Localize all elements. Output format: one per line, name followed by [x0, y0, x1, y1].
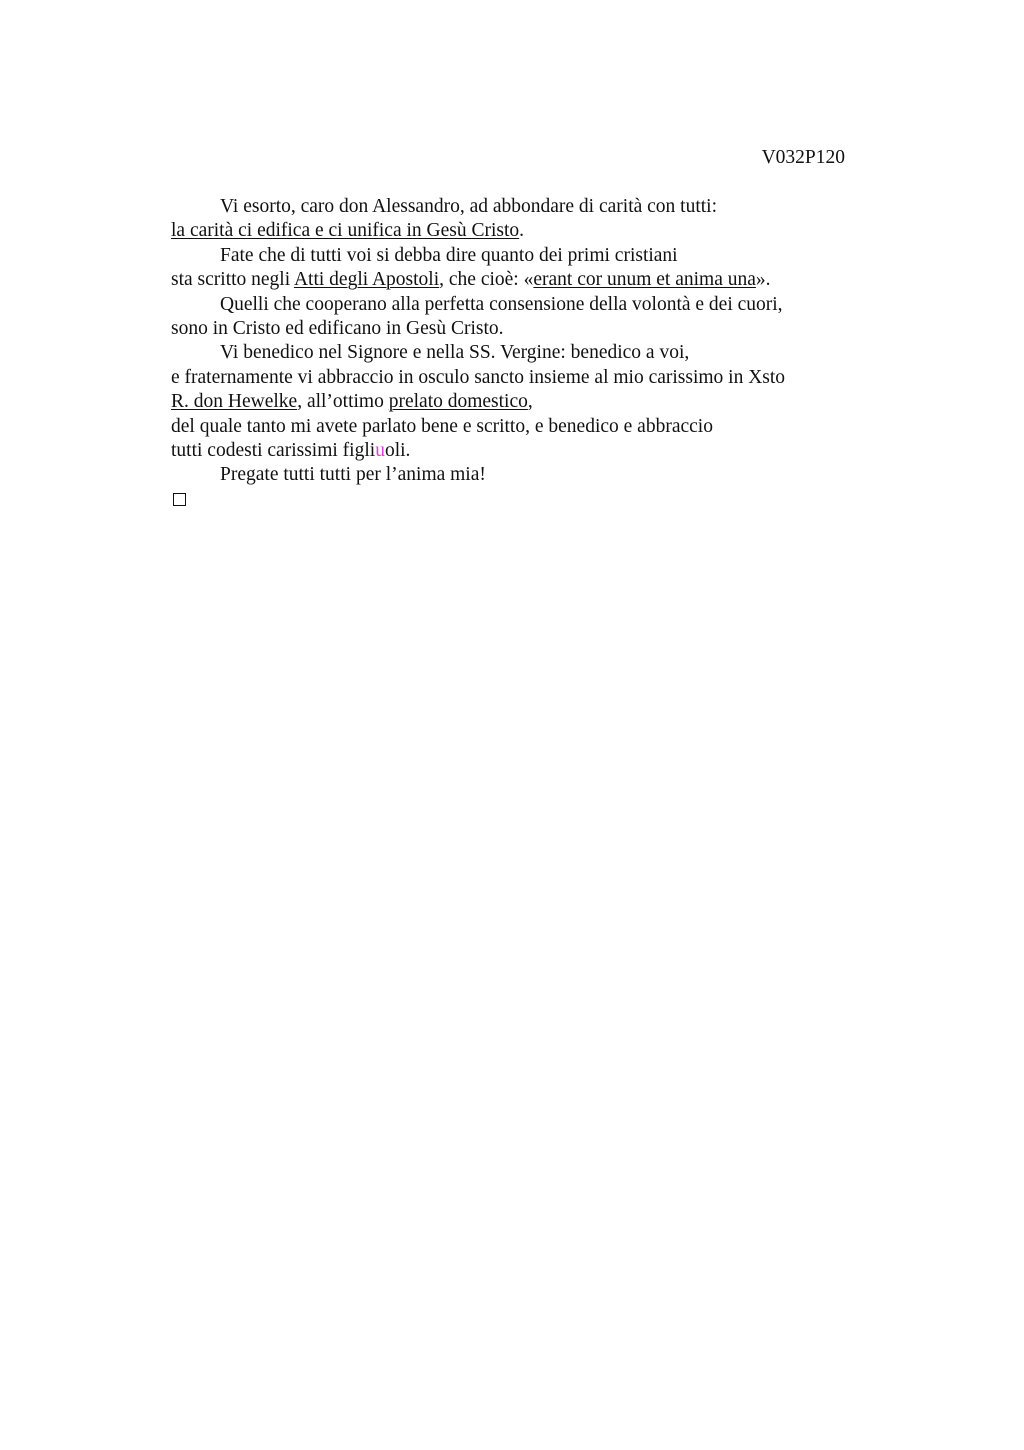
text-line: Vi benedico nel Signore e nella SS. Vergine: benedico a voi, — [220, 342, 690, 364]
text-line: R. don Hewelke, all’ottimo prelato domestico, — [171, 391, 533, 413]
underlined-phrase: R. don Hewelke — [171, 391, 298, 413]
text-line: Fate che di tutti voi si debba dire quanto dei primi cristiani — [220, 244, 678, 266]
text-line: tutti codesti carissimi figliuoli. — [171, 440, 411, 462]
text-line: sta scritto negli Atti degli Apostoli, che cioè: «erant cor unum et anima una». — [171, 269, 771, 291]
text-line: sono in Cristo ed edificano in Gesù Cristo. — [171, 318, 504, 340]
end-square-icon — [173, 493, 186, 506]
underlined-phrase: erant cor unum et anima una — [533, 269, 756, 291]
text-line: del quale tanto mi avete parlato bene e scritto, e benedico e abbraccio — [171, 415, 713, 437]
letter-body — [171, 195, 871, 506]
underlined-phrase: la carità ci edifica e ci unifica in Gesù Cristo — [171, 220, 520, 242]
text-line: Pregate tutti tutti per l’anima mia! — [220, 464, 486, 486]
text-line: Vi esorto, caro don Alessandro, ad abbondare di carità con tutti: — [220, 196, 718, 217]
text-line: Quelli che cooperano alla perfetta consensione della volontà e dei cuori, — [220, 293, 783, 315]
underlined-phrase: prelato domestico — [388, 391, 528, 413]
text-line: e fraternamente vi abbraccio in osculo sancto insieme al mio carissimo in Xsto — [171, 366, 786, 388]
underlined-phrase: Atti degli Apostoli — [293, 269, 440, 291]
highlighted-letter: u — [375, 440, 385, 462]
page-id: V032P120 — [761, 147, 845, 168]
text-line: la carità ci edifica e ci unifica in Gesù Cristo. — [171, 220, 525, 242]
